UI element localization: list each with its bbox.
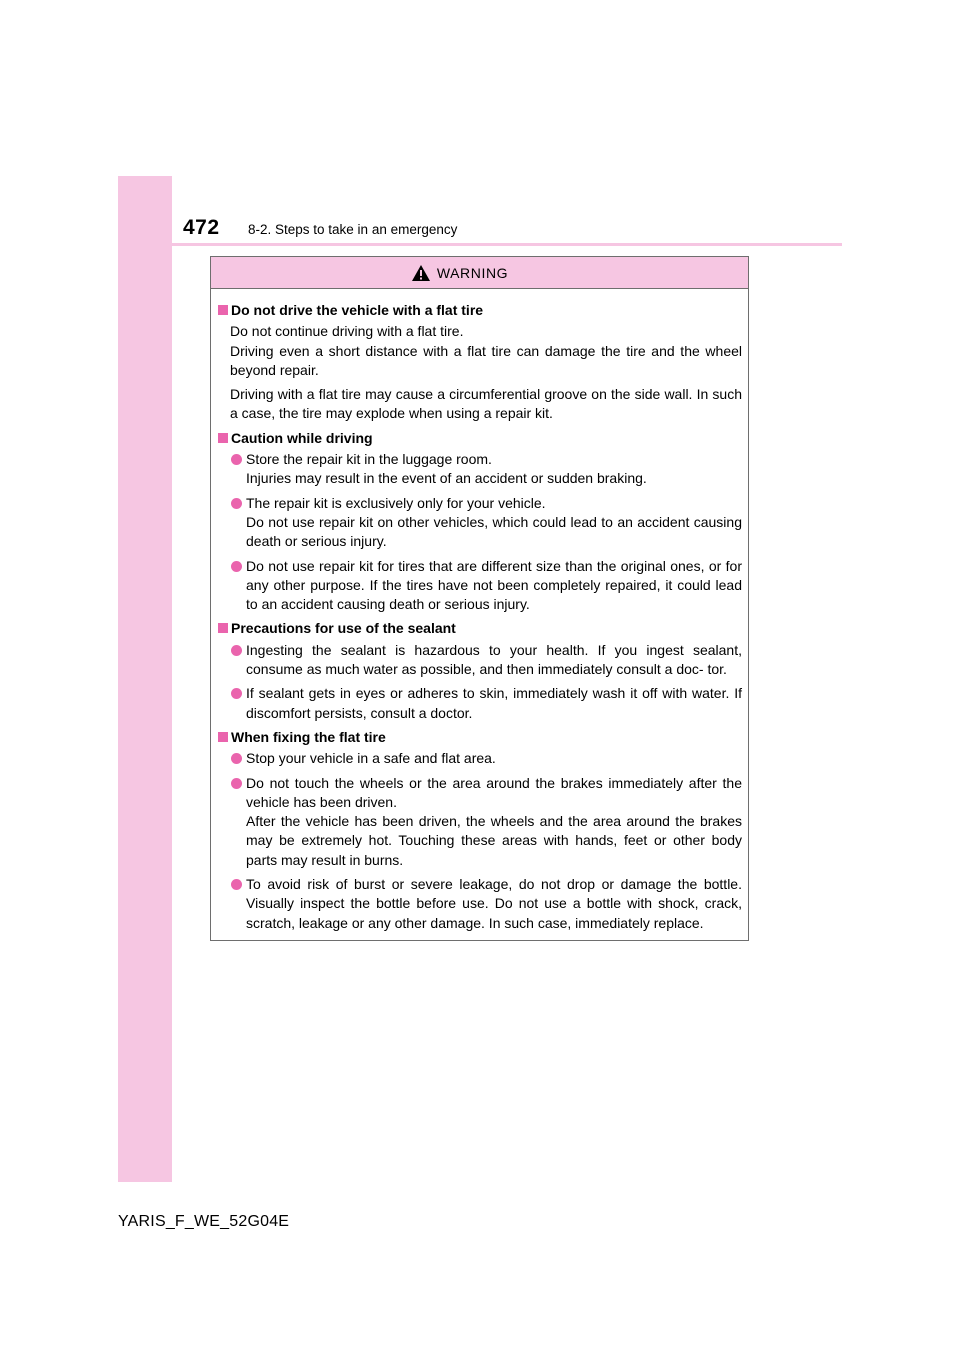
paragraph: Driving with a flat tire may cause a circumferential groove on the side wall. In such a case, the tire may explode when using a repair kit. (230, 386, 742, 422)
page-number: 472 (183, 216, 220, 239)
warning-topic (218, 728, 742, 933)
topic-heading: Caution while driving (218, 429, 742, 448)
warning-triangle-icon (411, 264, 431, 282)
header-rule (118, 243, 842, 246)
warning-header (211, 257, 748, 289)
circle-bullet-icon (231, 879, 242, 890)
bullet-item: Store the repair kit in the luggage room. Injuries may result in the event of an accident or sudden braking. (230, 450, 742, 489)
square-bullet-icon (218, 305, 228, 315)
square-bullet-icon (218, 732, 228, 742)
warning-label: WARNING (436, 264, 509, 281)
document-code: YARIS_F_WE_52G04E (118, 1213, 290, 1230)
square-bullet-icon (218, 433, 228, 443)
section-title: 8-2. Steps to take in an emergency (248, 222, 458, 237)
warning-topic (218, 301, 742, 424)
circle-bullet-icon (231, 645, 242, 656)
circle-bullet-icon (231, 688, 242, 699)
circle-bullet-icon (231, 753, 242, 764)
circle-bullet-icon (231, 778, 242, 789)
bullet-item: To avoid risk of burst or severe leakage, do not drop or damage the bottle. Visually inspect the bottle before use. Do not use a bottle with shock, crack, scratch, leakage or any other damage. In such case, immediately replace. (230, 875, 742, 933)
warning-body (211, 289, 748, 933)
bullet-item: Ingesting the sealant is hazardous to your health. If you ingest sealant, consume as much water as possible, and then immediately consult a doc- tor. (230, 641, 742, 680)
bullet-item: Stop your vehicle in a safe and flat area. (230, 749, 742, 768)
bullet-item: Do not use repair kit for tires that are different size than the original ones, or for any other purpose. If the tires have not been completely repaired, it could lead to an accident causing death or serious injury. (230, 557, 742, 615)
circle-bullet-icon (231, 454, 242, 465)
bullet-item: The repair kit is exclusively only for your vehicle. Do not use repair kit on other vehicles, which could lead to an accident causing death or serious injury. (230, 494, 742, 552)
circle-bullet-icon (231, 561, 242, 572)
paragraph: Do not continue driving with a flat tire. Driving even a short distance with a flat tire can damage the tire and the wheel beyond repair. (230, 323, 742, 378)
square-bullet-icon (218, 623, 228, 633)
side-tab-strip (118, 176, 172, 1182)
warning-topic (218, 429, 742, 615)
bullet-item: Do not touch the wheels or the area around the brakes immediately after the vehicle has been driven. After the vehicle has been driven, the wheels and the area around the brakes may be extremely hot. Touching these areas with hands, feet or other body parts may result in burns. (230, 774, 742, 870)
bullet-item: If sealant gets in eyes or adheres to skin, immediately wash it off with water. If discomfort persists, consult a doctor. (230, 684, 742, 723)
circle-bullet-icon (231, 498, 242, 509)
topic-heading: Precautions for use of the sealant (218, 619, 742, 638)
topic-heading: Do not drive the vehicle with a flat tire (218, 301, 742, 320)
warning-box (210, 256, 749, 941)
warning-topic (218, 619, 742, 722)
topic-heading: When fixing the flat tire (218, 728, 742, 747)
